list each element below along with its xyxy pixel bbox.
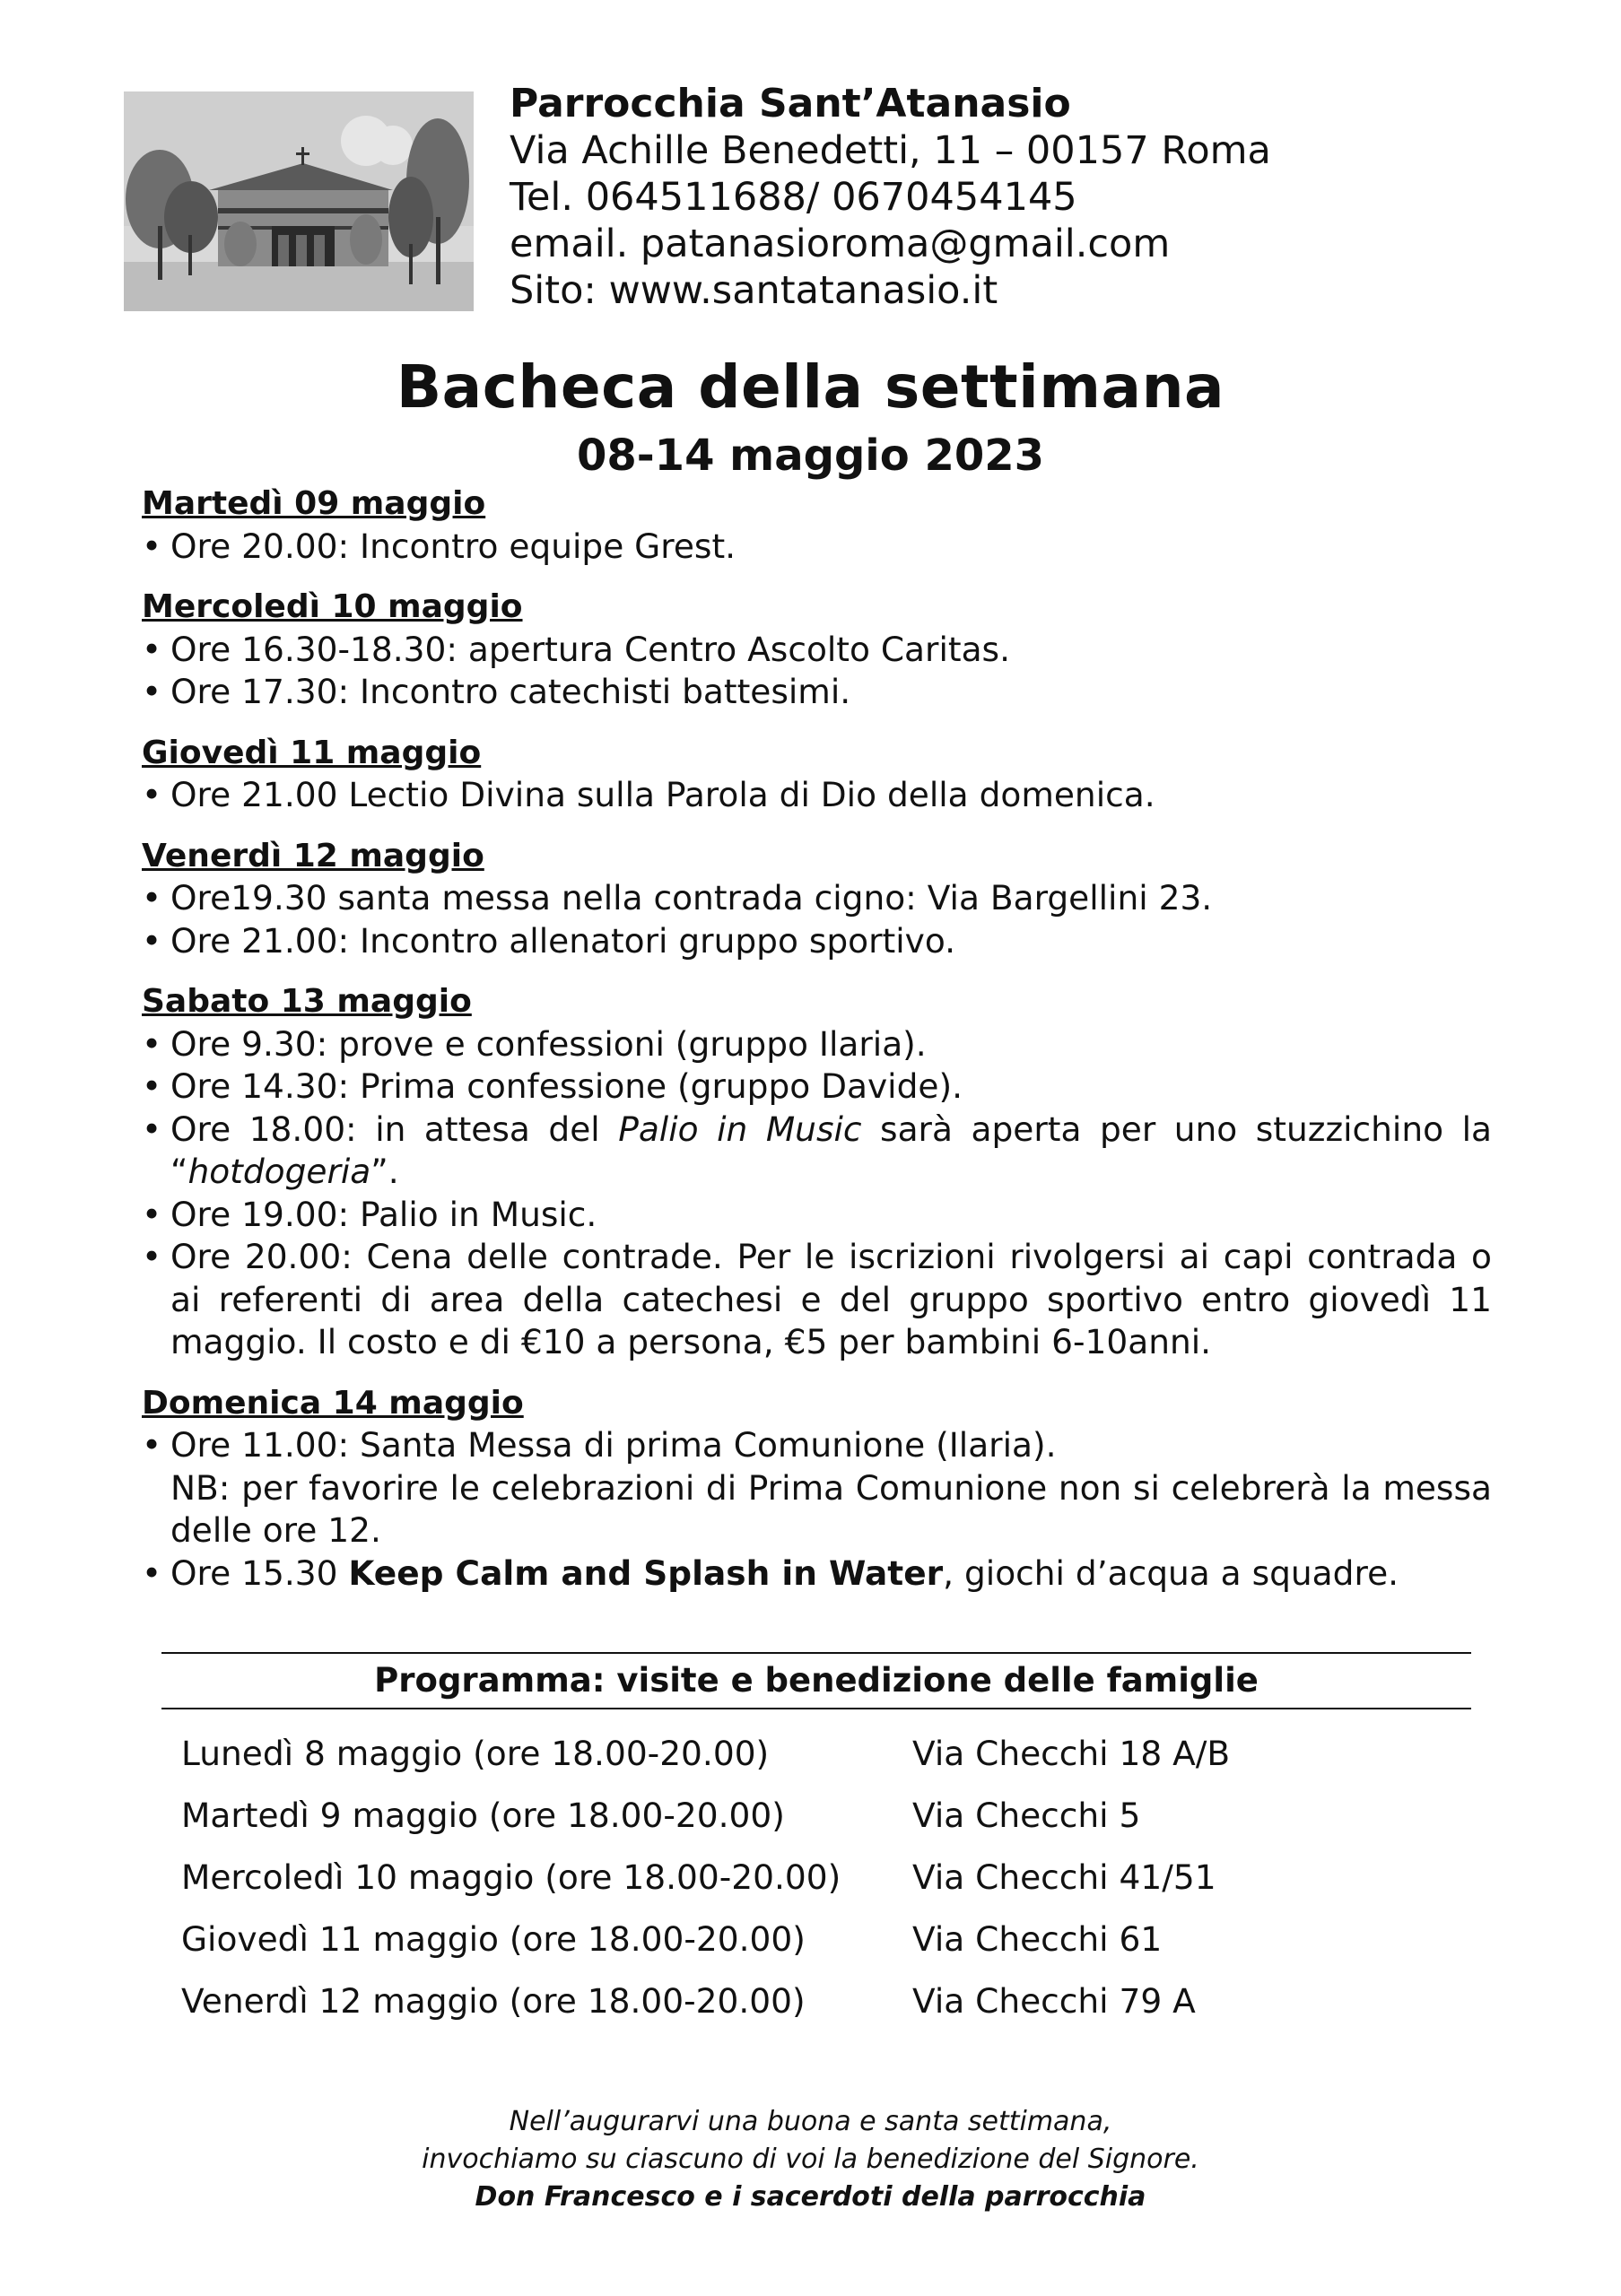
- church-logo-image: [124, 91, 474, 311]
- footer-signature: Don Francesco e i sacerdoti della parrocchia: [475, 2181, 1146, 2213]
- parish-website: Sito: www.santatanasio.it: [510, 268, 998, 313]
- day-friday: [142, 835, 1492, 963]
- day-heading: Mercoledì 10 maggio: [142, 588, 523, 625]
- day-heading: Sabato 13 maggio: [142, 983, 472, 1020]
- note-text: NB: per favorire le celebrazioni di Prima Comunione non si celebrerà la messa delle ore 12.: [170, 1467, 1492, 1550]
- parish-address: Via Achille Benedetti, 11 – 00157 Roma: [510, 128, 1271, 173]
- blessing-program: [161, 1652, 1471, 2031]
- program-table: [161, 1722, 1230, 2031]
- day-sunday: [142, 1382, 1492, 1596]
- day-saturday: [142, 980, 1492, 1364]
- table-row: Lunedì 8 maggio (ore 18.00-20.00) Via Checchi 18 A/B: [181, 1733, 1231, 1773]
- day-wednesday: [142, 586, 1492, 714]
- list-item: • Ore 17.30: Incontro catechisti battesimi.: [142, 672, 851, 711]
- footer-greeting: Nell’augurarvi una buona e santa settimana,: [509, 2106, 1112, 2137]
- list-item: • Ore 14.30: Prima confessione (gruppo Davide).: [142, 1066, 963, 1106]
- day-tuesday: [142, 483, 1492, 568]
- parish-phone: Tel. 064511688/ 0670454145: [510, 175, 1077, 220]
- week-dates: 08-14 maggio 2023: [576, 430, 1045, 481]
- list-item: • Ore 18.00: in attesa del Palio in Music sarà aperta per uno stuzzichino la “hotdogeria”.: [142, 1109, 1492, 1191]
- footer: [0, 2103, 1621, 2216]
- day-thursday: [142, 732, 1492, 817]
- footer-blessing: invochiamo su ciascuno di voi la benedizione del Signore.: [422, 2144, 1199, 2175]
- page-title: Bacheca della settimana: [396, 352, 1225, 422]
- day-heading: Domenica 14 maggio: [142, 1384, 524, 1422]
- list-item: • Ore 20.00: Cena delle contrade. Per le iscrizioni rivolgersi ai capi contrada o ai referenti di area della catechesi e del gruppo sportivo entro giovedì 11 maggio. Il costo e di €10 a persona, €5 per bambini 6-10anni.: [142, 1237, 1492, 1361]
- list-item: • Ore 19.00: Palio in Music.: [142, 1194, 597, 1234]
- table-row: Martedì 9 maggio (ore 18.00-20.00) Via Checchi 5: [181, 1795, 1141, 1835]
- list-item: • Ore 9.30: prove e confessioni (gruppo Ilaria).: [142, 1023, 927, 1064]
- program-title: Programma: visite e benedizione delle famiglie: [161, 1652, 1471, 1709]
- parish-email: email. patanasioroma@gmail.com: [510, 222, 1171, 266]
- parish-name: Parrocchia Sant’Atanasio: [510, 81, 1071, 126]
- day-heading: Giovedì 11 maggio: [142, 734, 482, 771]
- list-item: • Ore 11.00: Santa Messa di prima Comunione (Ilaria). NB: per favorire le celebrazioni di Prima Comunione non si celebrerà la messa delle ore 12.: [142, 1425, 1492, 1550]
- table-row: Giovedì 11 maggio (ore 18.00-20.00) Via Checchi 61: [181, 1918, 1163, 1959]
- list-item: • Ore 15.30 Keep Calm and Splash in Water, giochi d’acqua a squadre.: [142, 1552, 1399, 1593]
- list-item: • Ore 21.00: Incontro allenatori gruppo sportivo.: [142, 920, 956, 961]
- list-item: • Ore 16.30-18.30: apertura Centro Ascolto Caritas.: [142, 629, 1011, 669]
- weekly-schedule: [142, 483, 1492, 1613]
- list-item: • Ore 21.00 Lectio Divina sulla Parola di Dio della domenica.: [142, 775, 1155, 814]
- day-heading: Venerdì 12 maggio: [142, 837, 484, 874]
- day-heading: Martedì 09 maggio: [142, 485, 486, 522]
- header: [124, 81, 1505, 314]
- table-row: Mercoledì 10 maggio (ore 18.00-20.00) Via Checchi 41/51: [181, 1857, 1216, 1897]
- list-item: • Ore 20.00: Incontro equipe Grest.: [142, 526, 736, 566]
- table-row: Venerdì 12 maggio (ore 18.00-20.00) Via Checchi 79 A: [181, 1980, 1196, 2021]
- contact-info: [510, 81, 1271, 314]
- list-item: • Ore19.30 santa messa nella contrada cigno: Via Bargellini 23.: [142, 878, 1213, 918]
